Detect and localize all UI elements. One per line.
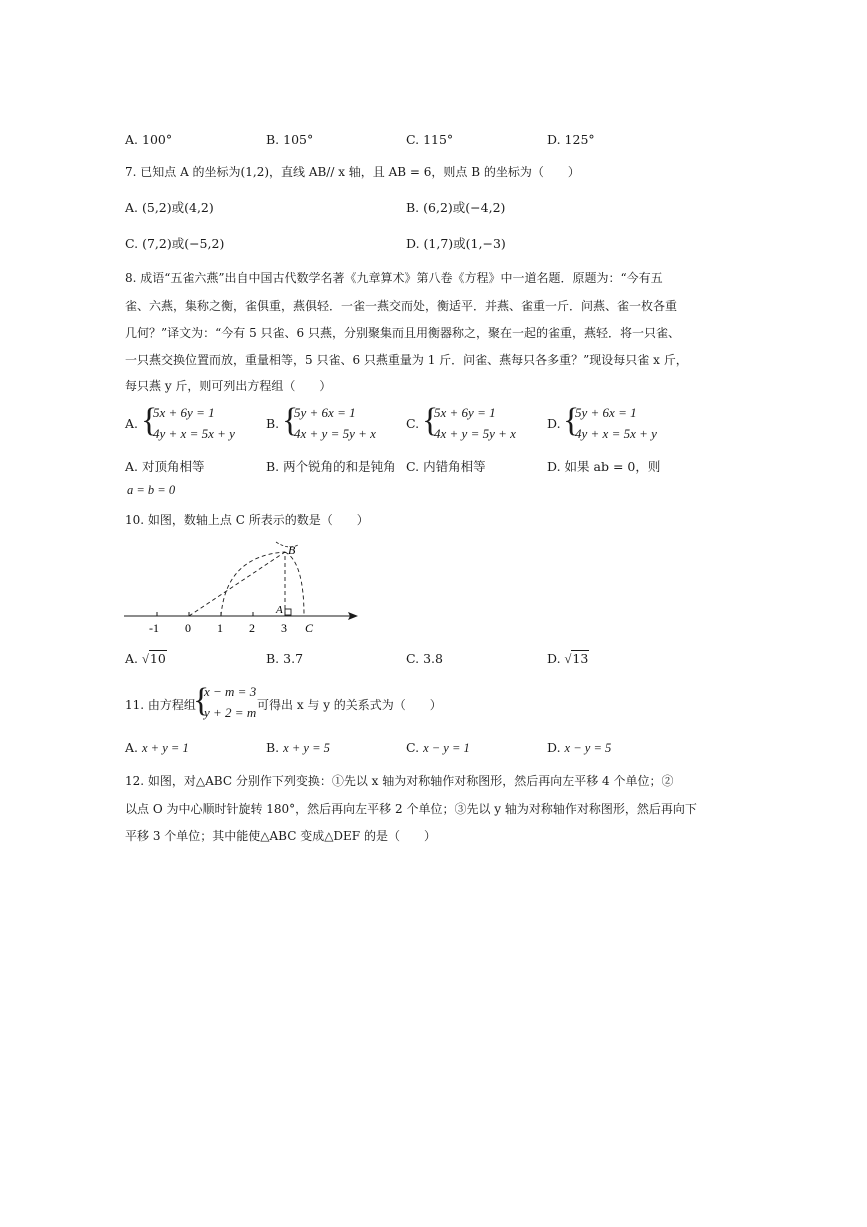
point-label-b: B [288, 543, 296, 557]
q7-option-c: C. (7,2)或(−5,2) [125, 236, 225, 251]
q6-option-c: C. 115° [406, 132, 454, 147]
q10-stem: 10. 如图，数轴上点 C 所表示的数是（ ） [125, 513, 369, 527]
q12-line-1: 12. 如图，对△ABC 分别作下列变换：①先以 x 轴为对称轴作对称图形，然后再向左平移 4 个单位；② [125, 774, 674, 788]
q8-line-4: 一只燕交换位置而放，重量相等，5 只雀、6 只燕重量为 1 斤．问雀、燕每只各多重？”现设每只雀 x 斤， [125, 353, 688, 367]
q11-stem: 11. 由方程组 { x − m = 3 y + 2 = m 可得出 x 与 y 的关系式为（ ） [125, 682, 442, 720]
tick-label-0: 0 [185, 621, 191, 635]
q12-line-3: 平移 3 个单位；其中能使△ABC 变成△DEF 的是（ ） [125, 829, 436, 843]
q8-line-2: 雀、六燕，集称之衡，雀俱重，燕俱轻．一雀一燕交而处，衡适平．并燕、雀重一斤．问燕、雀一枚各重 [125, 299, 678, 313]
q11-option-a: A. x + y = 1 [125, 740, 189, 755]
q11-option-b: B. x + y = 5 [266, 740, 330, 755]
q11-option-d: D. x − y = 5 [547, 740, 612, 755]
point-label-a: A [276, 604, 283, 616]
q8-line-3: 几何？”译文为：“今有 5 只雀、6 只燕，分别聚集而且用衡器称之，聚在一起的雀重，燕轻．将一只雀、 [125, 326, 680, 340]
q9-option-a: A. 对顶角相等 [125, 459, 205, 474]
tick-label-1: 1 [217, 621, 223, 635]
q10-option-a: A. √10 [125, 651, 166, 666]
q8-line-5: 每只燕 y 斤，则可列出方程组（ ） [125, 379, 332, 393]
q9-option-c: C. 内错角相等 [406, 459, 486, 474]
q6-option-d: D. 125° [547, 132, 595, 147]
q10-option-c: C. 3.8 [406, 651, 443, 666]
arc-bc [285, 552, 304, 616]
q12-line-2: 以点 O 为中心顺时针旋转 180°，然后再向左平移 2 个单位；③先以 y 轴为对称轴作对称图形，然后再向下 [125, 802, 697, 816]
q9-option-b: B. 两个锐角的和是钝角 [266, 459, 396, 474]
q11-option-c: C. x − y = 1 [406, 740, 470, 755]
q8-line-1: 8. 成语“五雀六燕”出自中国古代数学名著《九章算术》第八卷《方程》中一道名题．原题为：“今有五 [125, 271, 663, 285]
q10-option-b: B. 3.7 [266, 651, 304, 666]
q7-option-a: A. (5,2)或(4,2) [125, 200, 214, 215]
point-label-c: C [305, 621, 314, 635]
segment-ob [189, 552, 285, 616]
q6-option-b: B. 105° [266, 132, 314, 147]
right-angle-mark [285, 609, 291, 615]
q7-stem: 7. 已知点 A 的坐标为(1,2)，直线 AB// x 轴，且 AB = 6，则点 B 的坐标为（ ） [125, 165, 580, 179]
tick-label-3: 3 [281, 621, 287, 635]
tick-label-2: 2 [249, 621, 255, 635]
q6-option-a: A. 100° [125, 132, 173, 147]
q9-option-d-continuation: a = b = 0 [127, 483, 176, 497]
q7-option-b: B. (6,2)或(−4,2) [406, 200, 506, 215]
q7-option-d: D. (1,7)或(1,−3) [406, 236, 506, 251]
q9-option-d: D. 如果 ab = 0，则 [547, 459, 661, 474]
tick-label--1: -1 [149, 621, 159, 635]
q10-option-d: D. √13 [547, 651, 589, 666]
q10-number-line-figure [118, 536, 368, 636]
